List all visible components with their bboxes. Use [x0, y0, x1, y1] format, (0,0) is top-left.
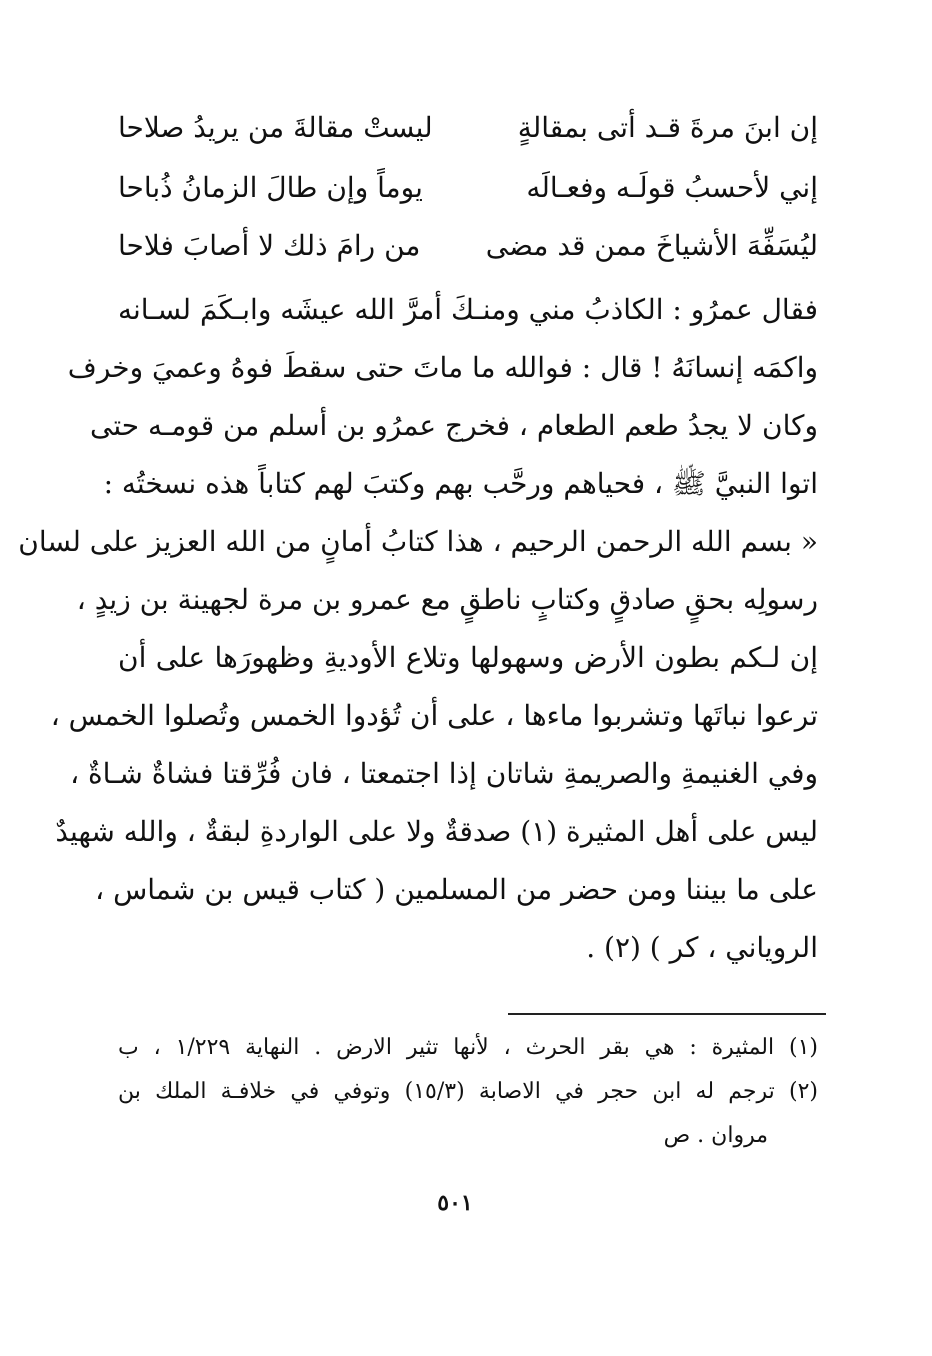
- text-line: واكمَه إنسانَهُ ! قال : فوالله ما ماتَ حتى سقطَ فوهُ وعميَ وخرف: [67, 351, 818, 384]
- verse-second-hemistich: ليستْ مقالةَ من يريدُ صلاحا: [118, 111, 433, 144]
- verse-second-hemistich: من رامَ ذلك لا أصابَ فلاحا: [118, 229, 421, 262]
- text-line: رسولِه بحقٍ صادقٍ وكتابٍ ناطقٍ مع عمرو بن مرة لجهينة بن زيدٍ ،: [76, 583, 818, 616]
- text-line: على ما بيننا ومن حضر من المسلمين ( كتاب قيس بن شماس ،: [95, 873, 818, 906]
- poem-verses: [118, 100, 818, 280]
- footnote-separator: [508, 1013, 826, 1015]
- verse-line: [118, 100, 818, 156]
- footnote: (١) المثيرة : هي بقر الحرث ، لأنها تثير الارض . النهاية ١/٢٢٩ ، ب: [118, 1035, 818, 1060]
- verse-first-hemistich: ليُسَفِّهَ الأشياخَ ممن قد مضى: [485, 229, 818, 262]
- text-line: « بسم الله الرحمن الرحيم ، هذا كتابُ أمانٍ من الله العزيز على لسان: [18, 525, 818, 558]
- footnotes: [118, 1028, 818, 1158]
- verse-first-hemistich: إن ابنَ مرةَ قـد أتى بمقالةٍ: [517, 111, 818, 144]
- text-line: الروياني ، كر ) (٢) .: [586, 931, 818, 964]
- text-line: إن لـكم بطون الأرض وسهولها وتلاع الأوديةِ وظهورَها على أن: [118, 641, 818, 674]
- text-line: ليس على أهل المثيرة (١) صدقةٌ ولا على الواردةِ لبقةٌ ، والله شهيدٌ: [55, 815, 818, 848]
- verse-second-hemistich: يوماً وإن طالَ الزمانُ ذُباحا: [118, 171, 423, 204]
- footnote: (٢) ترجم له ابن حجر في الاصابة (١٥/٣) وتوفي في خلافـة الملك بن: [118, 1079, 818, 1104]
- text-line: ترعوا نباتَها وتشربوا ماءها ، على أن تُؤدوا الخمس وتُصلوا الخمس ،: [50, 699, 818, 732]
- verse-line: [118, 218, 818, 274]
- text-line: اتوا النبيَّ ﷺ ، فحياهم ورحَّب بهم وكتبَ لهم كتاباً هذه نسختُه :: [103, 467, 818, 500]
- text-line: وكان لا يجدُ طعم الطعام ، فخرج عمرُو بن أسلم من قومـه حتى: [90, 409, 818, 442]
- verse-line: [118, 160, 818, 216]
- page-number: ٥٠١: [437, 1190, 473, 1216]
- text-line: فقال عمرُو : الكاذبُ مني ومنـكَ أمرَّ الله عيشَه وابـكَمَ لسـانه: [118, 293, 818, 326]
- verse-first-hemistich: إني لأحسبُ قولَـه وفعـالَه: [526, 171, 818, 204]
- footnote-continuation: مروان . ص: [663, 1123, 768, 1148]
- body-text: [18, 282, 818, 982]
- text-line: وفي الغنيمةِ والصريمةِ شاتان إذا اجتمعتا ، فان فُرِّقتا فشاةٌ شـاةٌ ،: [70, 757, 818, 790]
